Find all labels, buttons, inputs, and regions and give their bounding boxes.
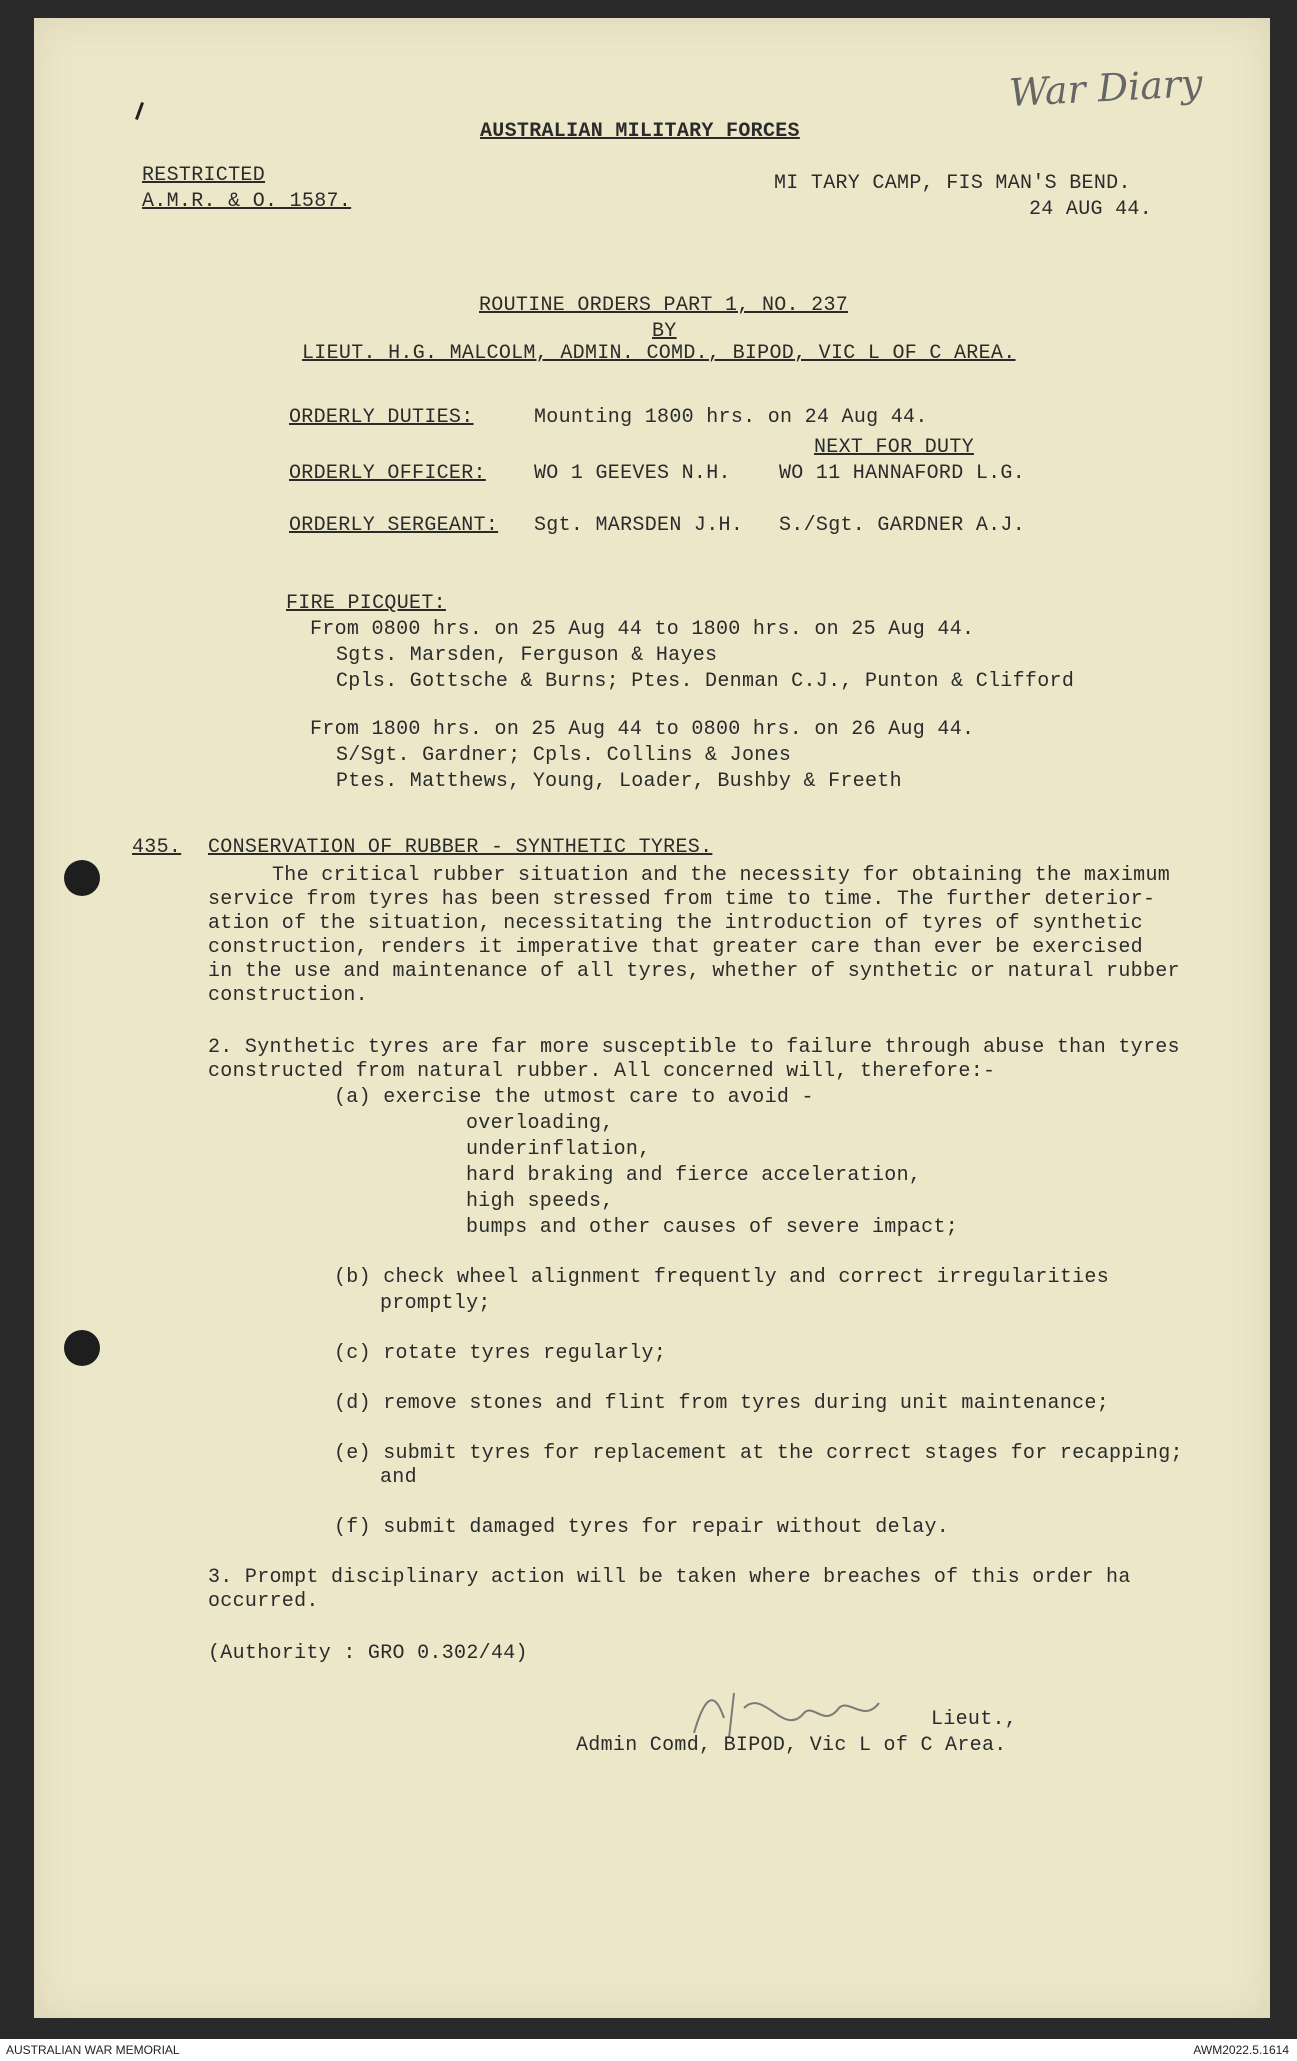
signature-title: Admin Comd, BIPOD, Vic L of C Area.	[576, 1734, 1007, 1757]
restricted-label: RESTRICTED	[142, 164, 266, 187]
para1-line: construction.	[208, 984, 368, 1007]
orderly-duties-label: ORDERLY DUTIES:	[289, 406, 474, 429]
fire-picquet-shift2-sgt: S/Sgt. Gardner; Cpls. Collins & Jones	[336, 744, 792, 767]
orderly-duties-value: Mounting 1800 hrs. on 24 Aug 44.	[534, 406, 928, 429]
item-f: (f) submit damaged tyres for repair without delay.	[334, 1516, 950, 1539]
fire-picquet-shift1-sgts: Sgts. Marsden, Ferguson & Hayes	[336, 644, 718, 667]
orders-commander: LIEUT. H.G. MALCOLM, ADMIN. COMD., BIPOD, VIC L OF C AREA.	[302, 342, 1016, 365]
punch-hole-upper	[64, 860, 100, 896]
item-a-sub: high speeds,	[466, 1190, 614, 1213]
orders-title: ROUTINE ORDERS PART 1, NO. 237	[479, 294, 849, 317]
para1-line: The critical rubber situation and the necessity for obtaining the maximum	[272, 864, 1171, 887]
para1-line: construction, renders it imperative that greater care than ever be exercised	[208, 936, 1143, 959]
fire-picquet-shift2-time: From 1800 hrs. on 25 Aug 44 to 0800 hrs. on 26 Aug 44.	[310, 718, 975, 741]
orders-by: BY	[652, 320, 677, 343]
orderly-sergeant-next: S./Sgt. GARDNER A.J.	[779, 514, 1026, 537]
orderly-officer-next: WO 11 HANNAFORD L.G.	[779, 462, 1026, 485]
archive-footer	[0, 2039, 1297, 2061]
footer-reference: AWM2022.5.1614	[1193, 2043, 1289, 2057]
fire-picquet-shift1-cpls: Cpls. Gottsche & Burns; Ptes. Denman C.J., Punton & Clifford	[336, 670, 1075, 693]
order-heading: CONSERVATION OF RUBBER - SYNTHETIC TYRES.	[208, 836, 713, 859]
orderly-sergeant-label: ORDERLY SERGEANT:	[289, 514, 499, 537]
fire-picquet-shift2-ptes: Ptes. Matthews, Young, Loader, Bushby & Freeth	[336, 770, 902, 793]
punch-hole-lower	[64, 1330, 100, 1366]
para1-line: in the use and maintenance of all tyres, whether of synthetic or natural rubber	[208, 960, 1180, 983]
header-title: AUSTRALIAN MILITARY FORCES	[480, 120, 800, 143]
item-e-cont: and	[380, 1466, 417, 1489]
para2-line: constructed from natural rubber. All concerned will, therefore:-	[208, 1060, 996, 1083]
orderly-officer-label: ORDERLY OFFICER:	[289, 462, 486, 485]
war-diary-note: War Diary	[1007, 60, 1204, 116]
pencil-mark	[135, 102, 144, 120]
item-a-sub: hard braking and fierce acceleration,	[466, 1164, 922, 1187]
orderly-sergeant-value: Sgt. MARSDEN J.H.	[534, 514, 744, 537]
item-d: (d) remove stones and flint from tyres during unit maintenance;	[334, 1392, 1110, 1415]
document-page	[34, 18, 1270, 2018]
item-b-cont: promptly;	[380, 1292, 491, 1315]
item-e: (e) submit tyres for replacement at the correct stages for recapping;	[334, 1442, 1183, 1465]
para1-line: service from tyres has been stressed from time to time. The further deterior-	[208, 888, 1156, 911]
para3-line: 3. Prompt disciplinary action will be taken where breaches of this order ha	[208, 1566, 1131, 1589]
item-a-sub: overloading,	[466, 1112, 614, 1135]
item-a-sub: bumps and other causes of severe impact;	[466, 1216, 959, 1239]
item-a: (a) exercise the utmost care to avoid -	[334, 1086, 814, 1109]
item-a-sub: underinflation,	[466, 1138, 651, 1161]
item-c: (c) rotate tyres regularly;	[334, 1342, 667, 1365]
fire-picquet-shift1-time: From 0800 hrs. on 25 Aug 44 to 1800 hrs. on 25 Aug 44.	[310, 618, 975, 641]
next-for-duty-label: NEXT FOR DUTY	[814, 436, 974, 459]
amr-reference: A.M.R. & O. 1587.	[142, 190, 352, 213]
para1-line: ation of the situation, necessitating the introduction of tyres of synthetic	[208, 912, 1143, 935]
para2-line: 2. Synthetic tyres are far more susceptible to failure through abuse than tyres	[208, 1036, 1180, 1059]
order-number: 435.	[132, 836, 182, 859]
header-date: 24 AUG 44.	[1029, 198, 1153, 221]
item-b: (b) check wheel alignment frequently and correct irregularities	[334, 1266, 1110, 1289]
authority-reference: (Authority : GRO 0.302/44)	[208, 1642, 528, 1665]
footer-institution: AUSTRALIAN WAR MEMORIAL	[6, 2043, 180, 2057]
para3-line: occurred.	[208, 1590, 319, 1613]
signature-rank: Lieut.,	[931, 1708, 1018, 1731]
fire-picquet-label: FIRE PICQUET:	[286, 592, 446, 615]
orderly-officer-value: WO 1 GEEVES N.H.	[534, 462, 731, 485]
camp-location: MI TARY CAMP, FIS MAN'S BEND.	[774, 172, 1131, 195]
